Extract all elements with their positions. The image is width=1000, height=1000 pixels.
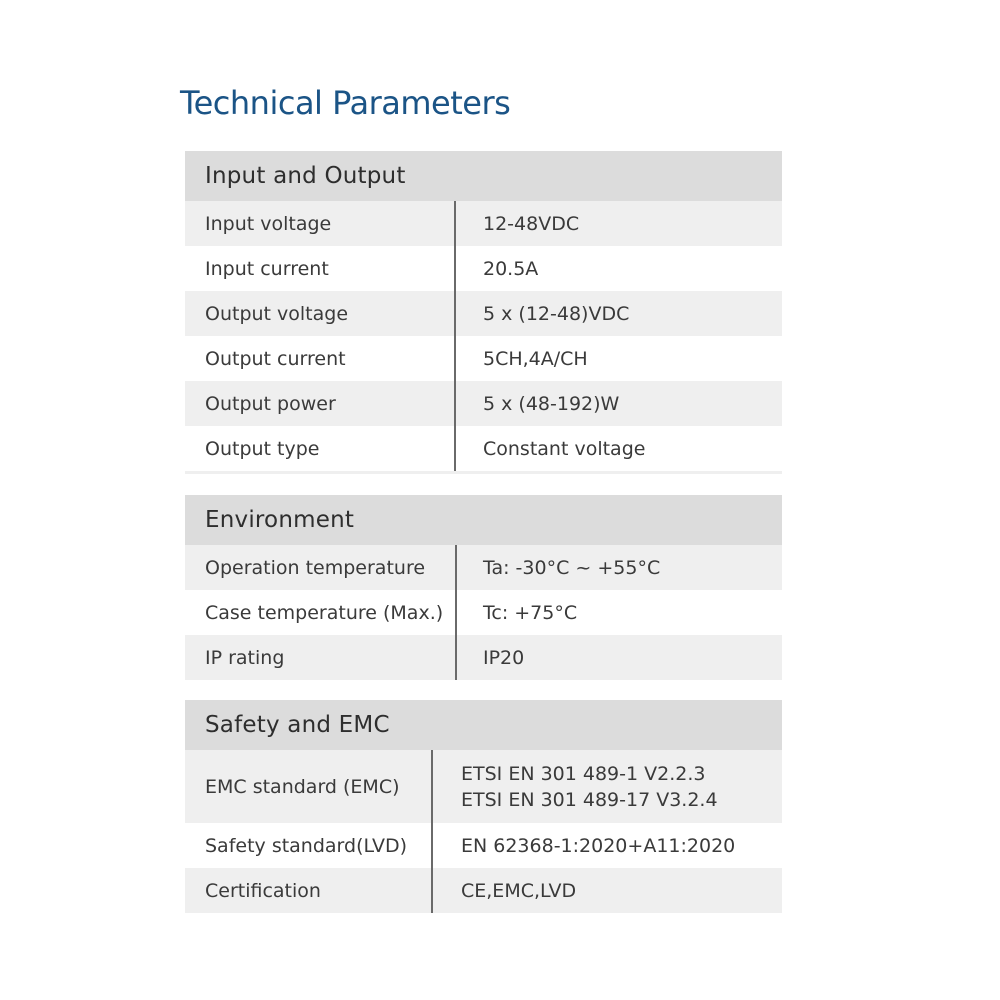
param-label: Output power (205, 392, 336, 415)
column-divider (455, 545, 457, 680)
table-row (185, 635, 782, 680)
param-value: 20.5A (483, 257, 539, 280)
param-label: Input current (205, 257, 329, 280)
input-output-section (185, 151, 782, 474)
section-heading: Input and Output (185, 151, 782, 201)
page-title: Technical Parameters (180, 84, 511, 122)
table-row (185, 381, 782, 426)
param-label: IP rating (205, 646, 285, 669)
section-heading: Environment (185, 495, 782, 545)
table-row (185, 868, 782, 913)
param-value: Constant voltage (483, 437, 646, 460)
section-heading: Safety and EMC (185, 700, 782, 750)
table-row (185, 590, 782, 635)
param-label: Output voltage (205, 302, 349, 325)
param-label: Safety standard(LVD) (205, 834, 408, 857)
param-value: Tc: +75°C (483, 601, 578, 624)
table-row (185, 750, 782, 823)
table-row (185, 291, 782, 336)
safety-emc-section (185, 700, 782, 913)
table-row (185, 426, 782, 471)
param-value-line: ETSI EN 301 489-1 V2.2.3 (461, 762, 706, 785)
table-row (185, 545, 782, 590)
table-row (185, 246, 782, 291)
param-value: 5 x (12-48)VDC (483, 302, 630, 325)
param-label: EMC standard (EMC) (205, 775, 400, 798)
param-label: Operation temperature (205, 556, 426, 579)
param-value: EN 62368-1:2020+A11:2020 (461, 834, 736, 857)
param-value: 12-48VDC (483, 212, 580, 235)
table-row (185, 336, 782, 381)
param-value: CE,EMC,LVD (461, 879, 577, 902)
table-row (185, 201, 782, 246)
column-divider (431, 750, 433, 913)
param-value: 5CH,4A/CH (483, 347, 588, 370)
column-divider (454, 201, 456, 471)
section-bottom-rule (185, 471, 782, 474)
param-label: Output current (205, 347, 346, 370)
param-label: Output type (205, 437, 320, 460)
param-value: IP20 (483, 646, 525, 669)
param-value-line: ETSI EN 301 489-17 V3.2.4 (461, 788, 718, 811)
param-value: Ta: -30°C ~ +55°C (483, 556, 661, 579)
table-row (185, 823, 782, 868)
environment-section (185, 495, 782, 680)
param-value: 5 x (48-192)W (483, 392, 620, 415)
param-label: Input voltage (205, 212, 332, 235)
param-label: Case temperature (Max.) (205, 601, 444, 624)
param-label: Certification (205, 879, 321, 902)
param-value (432, 750, 718, 823)
